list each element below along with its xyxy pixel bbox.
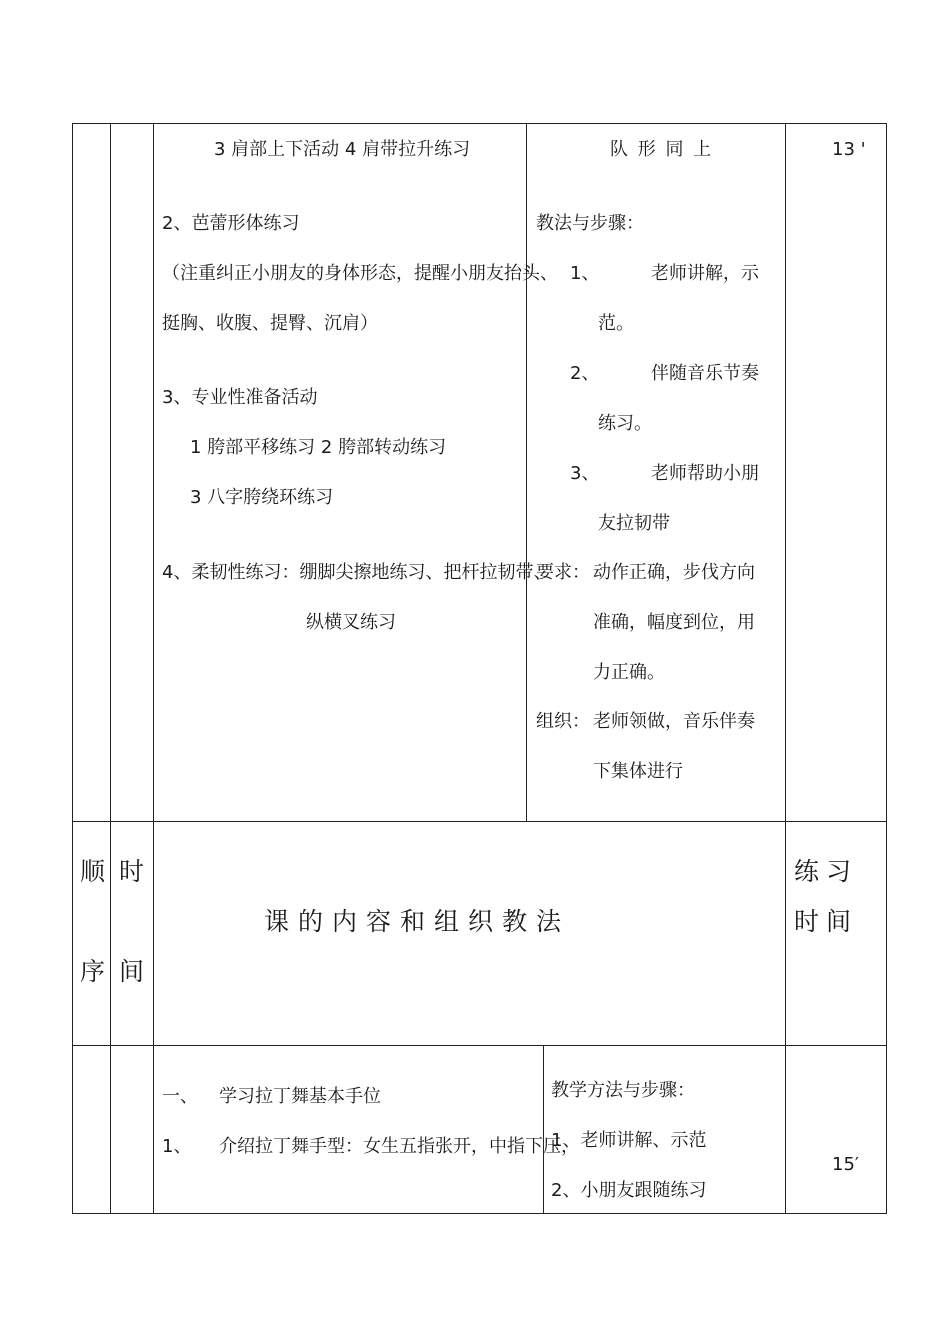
header-time-char-1: 时	[119, 857, 152, 886]
requirement-line-2: 准确，幅度到位，用	[593, 612, 755, 633]
row-divider-header-bottom	[72, 1045, 887, 1046]
section-number: 一、	[162, 1086, 198, 1107]
requirement-line-3: 力正确。	[593, 662, 665, 683]
content-method-divider-1	[526, 123, 527, 821]
teaching-step-1: 1、老师讲解、示范	[551, 1130, 707, 1151]
ballet-note-line-1: （注重纠正小朋友的身体形态，提醒小朋友抬头、	[162, 263, 558, 284]
shoulder-exercise-line: 3 肩部上下活动 4 肩带拉升练习	[214, 139, 471, 160]
step2-number: 2、	[570, 363, 600, 384]
row-divider-header-top	[72, 821, 887, 822]
practice-time-column-divider	[785, 123, 786, 1214]
table-left-border	[72, 123, 73, 1214]
organization-line-1: 老师领做，音乐伴奏	[593, 711, 755, 732]
prep-item-2: 3 八字胯绕环练习	[190, 487, 334, 508]
step1-text-a: 老师讲解，示	[651, 263, 759, 284]
prep-item-1: 1 胯部平移练习 2 胯部转动练习	[190, 437, 447, 458]
step1-text-b: 范。	[598, 313, 634, 334]
method-title: 教法与步骤：	[536, 213, 644, 234]
header-practice-line-2: 时间	[794, 907, 859, 936]
requirement-line-1: 动作正确，步伐方向	[593, 562, 755, 583]
step1-number: 1、	[570, 263, 600, 284]
organization-label: 组织：	[536, 711, 590, 732]
header-practice-line-1: 练习	[794, 857, 859, 886]
header-order-char-1: 顺	[80, 857, 113, 886]
header-time-char-2: 间	[119, 957, 152, 986]
item1-number: 1、	[162, 1136, 192, 1157]
header-content-title: 课的内容和组织教法	[264, 907, 571, 936]
header-order-char-2: 序	[80, 957, 113, 986]
section-title: 学习拉丁舞基本手位	[219, 1086, 381, 1107]
requirement-label: 要求：	[536, 562, 590, 583]
practice-time-13: 13 '	[832, 139, 866, 160]
flexibility-line-1: 4、柔韧性练习：绷脚尖擦地练习、把杆拉韧带、	[162, 562, 552, 583]
step2-text-a: 伴随音乐节奏	[651, 363, 759, 384]
ballet-title: 2、芭蕾形体练习	[162, 213, 300, 234]
organization-line-2: 下集体进行	[593, 761, 683, 782]
order-column-divider	[110, 123, 111, 1214]
content-method-divider-2	[543, 1045, 544, 1213]
flexibility-line-2: 纵横叉练习	[306, 612, 396, 633]
step3-text-b: 友拉韧带	[598, 513, 670, 534]
practice-time-15: 15′	[832, 1154, 859, 1175]
teaching-step-2: 2、小朋友跟随练习	[551, 1180, 707, 1201]
table-bottom-border	[72, 1213, 887, 1214]
teaching-method-title: 教学方法与步骤：	[551, 1080, 695, 1101]
step2-text-b: 练习。	[598, 413, 652, 434]
ballet-note-line-2: 挺胸、收腹、提臀、沉肩）	[162, 313, 378, 334]
prep-title: 3、专业性准备活动	[162, 387, 318, 408]
step3-text-a: 老师帮助小朋	[651, 463, 759, 484]
step3-number: 3、	[570, 463, 600, 484]
item1-text: 介绍拉丁舞手型：女生五指张开，中指下压，	[219, 1136, 579, 1157]
table-right-border	[886, 123, 887, 1214]
time-column-divider	[153, 123, 154, 1214]
formation-text: 队 形 同 上	[610, 139, 714, 160]
table-top-border	[72, 123, 887, 124]
